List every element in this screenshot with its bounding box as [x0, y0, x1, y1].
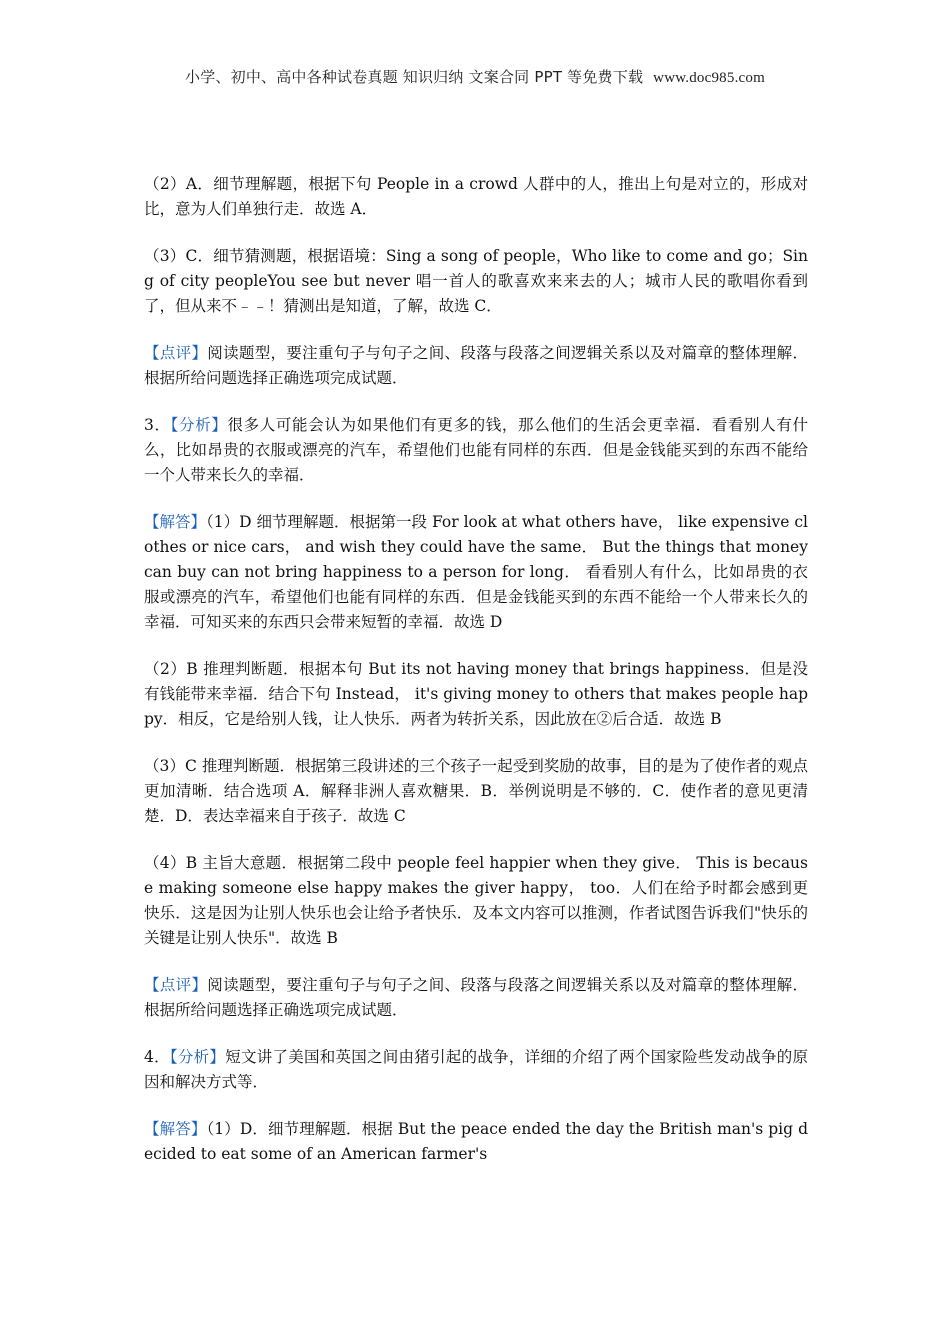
analysis-tag: 【分析】	[169, 1048, 226, 1066]
paragraph-q3-comment	[144, 973, 808, 1023]
paragraph-text: （4）B 主旨大意题．根据第二段中 people feel happier when they give． This is because making someone else happy makes the giver happy， too．人们在给予时都会感到更快乐．这是因为让别人快乐也会让给予者快乐．及本文内容可以推测，作者试图告诉我们"快乐的关键是让别人快乐"．故选 B	[144, 854, 808, 947]
question-number: 3．	[144, 416, 171, 434]
answer-tag: 【解答】	[144, 1120, 207, 1138]
paragraph-text: （3）C．细节猜测题，根据语境：Sing a song of people，Who like to come and go；Sing of city peopleYou see but never 唱一首人的歌喜欢来来去的人；城市人民的歌唱你看到了，但从来不﹣﹣！猜测出是知道，了解，故选 C．	[144, 247, 808, 315]
paragraph-q4-answer-1	[144, 1117, 808, 1167]
header-text: 小学、初中、高中各种试卷真题 知识归纳 文案合同 PPT 等免费下载	[185, 68, 644, 86]
question-number: 4．	[144, 1048, 170, 1066]
paragraph-q3-answer-1	[144, 510, 808, 635]
paragraph-q4-analysis	[144, 1045, 808, 1095]
paragraph-q2-2	[144, 172, 808, 222]
comment-tag: 【点评】	[144, 344, 208, 362]
paragraph-text: （2）A．细节理解题，根据下句 People in a crowd 人群中的人，推出上句是对立的，形成对比，意为人们单独行走．故选 A．	[144, 175, 808, 218]
comment-tag: 【点评】	[144, 976, 208, 994]
document-body	[144, 172, 808, 1189]
paragraph-text: 很多人可能会认为如果他们有更多的钱，那么他们的生活会更幸福．看看别人有什么，比如昂贵的衣服或漂亮的汽车，希望他们也能有同样的东西．但是金钱能买到的东西不能给一个人带来长久的幸福．	[144, 416, 808, 484]
analysis-tag: 【分析】	[170, 416, 228, 434]
paragraph-q3-answer-3	[144, 754, 808, 829]
paragraph-q2-3	[144, 244, 808, 319]
paragraph-q3-answer-4	[144, 851, 808, 951]
header-url[interactable]: www.doc985.com	[653, 70, 765, 86]
paragraph-q3-analysis	[144, 413, 808, 488]
paragraph-text: （1）D 细节理解题．根据第一段 For look at what others have， like expensive clothes or nice cars， and wish they could have the same． But the things that money can buy can not bring happiness to a person for long． 看看别人有什么，比如昂贵的衣服或漂亮的汽车，希望他们也能有同样的东西．但是金钱能买到的东西不能给一个人带来长久的幸福．可知买来的东西只会带来短暂的幸福．故选 D	[144, 513, 808, 631]
paragraph-q3-answer-2	[144, 657, 808, 732]
answer-tag: 【解答】	[144, 513, 207, 531]
page-header	[0, 66, 950, 87]
paragraph-text: 阅读题型，要注重句子与句子之间、段落与段落之间逻辑关系以及对篇章的整体理解．根据所给问题选择正确选项完成试题．	[144, 976, 808, 1019]
paragraph-text: （3）C 推理判断题．根据第三段讲述的三个孩子一起受到奖励的故事，目的是为了使作者的观点更加清晰．结合选项 A．解释非洲人喜欢糖果．B．举例说明是不够的．C．使作者的意见更清楚．D．表达幸福来自于孩子．故选 C	[144, 757, 808, 825]
paragraph-text: 阅读题型，要注重句子与句子之间、段落与段落之间逻辑关系以及对篇章的整体理解．根据所给问题选择正确选项完成试题．	[144, 344, 808, 387]
paragraph-text: 短文讲了美国和英国之间由猪引起的战争，详细的介绍了两个国家险些发动战争的原因和解决方式等．	[144, 1048, 808, 1091]
paragraph-text: （2）B 推理判断题．根据本句 But its not having money that brings happiness．但是没有钱能带来幸福．结合下句 Instead， it's giving money to others that makes people happy．相反，它是给别人钱，让人快乐．两者为转折关系，因此放在②后合适．故选 B	[144, 660, 808, 728]
paragraph-q2-comment	[144, 341, 808, 391]
paragraph-text: （1）D．细节理解题．根据 But the peace ended the day the British man's pig decided to eat some of an American farmer's	[144, 1120, 808, 1163]
